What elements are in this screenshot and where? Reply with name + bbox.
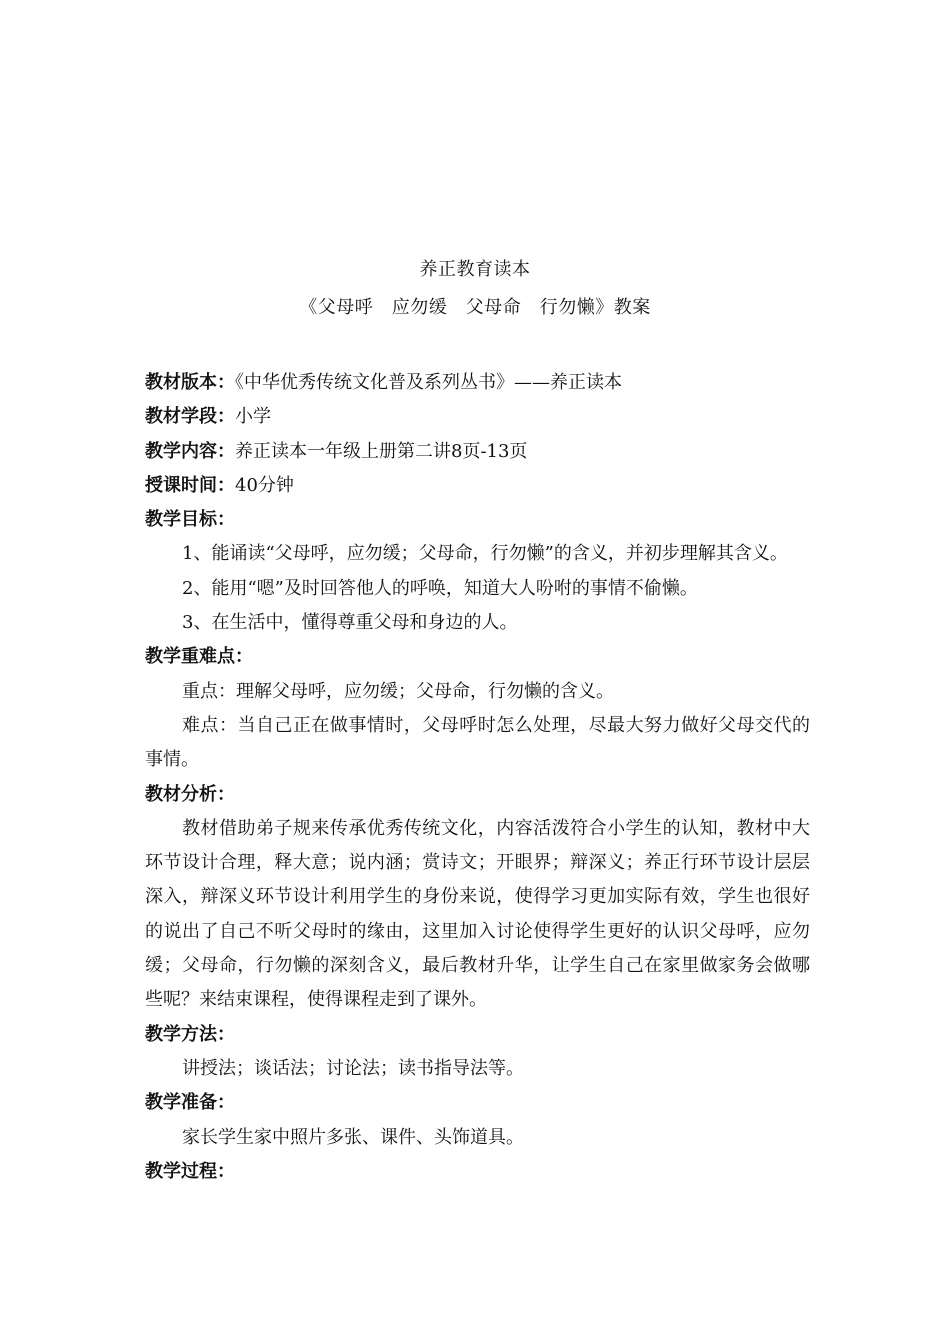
preparation-heading: 教学准备： bbox=[145, 1092, 235, 1114]
methods-text: 讲授法；谈话法；讨论法；读书指导法等。 bbox=[182, 1057, 524, 1079]
difficult-point: 难点：当自己正在做事情时，父母呼时怎么处理，尽最大努力做好父母交代的事情。 bbox=[145, 714, 810, 771]
process-heading: 教学过程： bbox=[145, 1160, 235, 1182]
info-value: 小学 bbox=[235, 406, 271, 428]
info-content bbox=[145, 435, 810, 469]
methods-heading: 教学方法： bbox=[145, 1023, 235, 1045]
objective-item: 3、在生活中，懂得尊重父母和身边的人。 bbox=[182, 612, 518, 634]
info-label: 教材版本： bbox=[145, 372, 235, 393]
document-subtitle: 《父母呼 应勿缓 父母命 行勿懒》教案 bbox=[299, 297, 651, 318]
key-points-heading: 教学重难点： bbox=[145, 646, 253, 668]
info-value: 养正读本一年级上册第二讲8页-13页 bbox=[235, 440, 528, 462]
analysis-text: 教材借助弟子规来传承优秀传统文化，内容活泼符合小学生的认知，教材中大环节设计合理，释大意；说内涵；赏诗文；开眼界；辩深义；养正行环节设计层层深入，辩深义环节设计利用学生的身份来说，使得学习更加实际有效，学生也很好的说出了自己不听父母时的缘由，这里加入讨论使得学生更好的认识父母呼，应勿缓；父母命，行勿懒的深刻含义，最后教材升华，让学生自己在家里做家务会做哪些呢？来结束课程，使得课程走到了课外。 bbox=[145, 817, 810, 1011]
preparation-text: 家长学生家中照片多张、课件、头饰道具。 bbox=[182, 1126, 524, 1148]
info-edition bbox=[145, 366, 810, 400]
objective-item: 1、能诵读“父母呼，应勿缓；父母命，行勿懒”的含义，并初步理解其含义。 bbox=[182, 543, 788, 565]
objective-item: 2、能用“嗯”及时回答他人的呼唤，知道大人吩咐的事情不偷懒。 bbox=[182, 577, 698, 599]
info-label: 授课时间： bbox=[145, 474, 235, 496]
objectives-heading: 教学目标： bbox=[145, 509, 235, 531]
info-duration bbox=[145, 469, 810, 503]
title-block bbox=[0, 258, 950, 320]
document-body bbox=[145, 366, 810, 1189]
info-value: 40分钟 bbox=[235, 474, 294, 496]
info-label: 教学内容： bbox=[145, 440, 235, 462]
document-title: 养正教育读本 bbox=[419, 259, 531, 280]
key-point: 重点：理解父母呼，应勿缓；父母命，行勿懒的含义。 bbox=[182, 680, 614, 702]
info-stage bbox=[145, 400, 810, 434]
info-label: 教材学段： bbox=[145, 406, 235, 428]
info-value: 《中华优秀传统文化普及系列丛书》——养正读本 bbox=[235, 372, 622, 393]
analysis-heading: 教材分析： bbox=[145, 783, 235, 805]
